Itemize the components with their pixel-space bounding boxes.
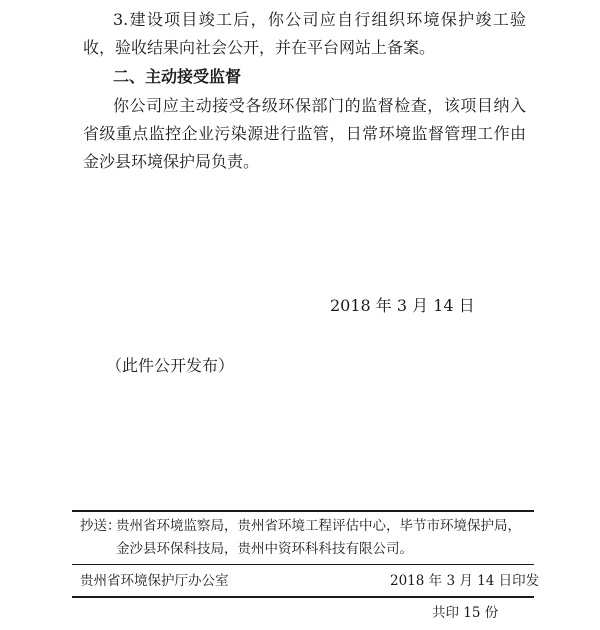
issuing-office: 贵州省环境保护厅办公室 [80, 573, 229, 589]
section2-line-1: 你公司应主动接受各级环保部门的监督检查，该项目纳入 [113, 96, 526, 115]
publication-note: （此件公开发布） [106, 356, 235, 375]
signature-date: 2018 年 3 月 14 日 [330, 296, 475, 315]
item3-line-1: 3.建设项目竣工后，你公司应自行组织环境保护竣工验 [113, 10, 526, 29]
cc-recipients-line-1: 贵州省环境监察局，贵州省环境工程评估中心，毕节市环境保护局， [116, 518, 521, 534]
section-heading: 二、主动接受监督 [113, 67, 242, 86]
footer-top-rule [72, 510, 534, 512]
footer-bottom-rule [72, 596, 534, 598]
issue-date: 2018 年 3 月 14 日印发 [390, 573, 540, 589]
copies-count: 共印 15 份 [432, 605, 499, 621]
footer-middle-rule [72, 564, 534, 565]
cc-label: 抄送： [80, 518, 121, 534]
cc-recipients-line-2: 金沙县环保科技局，贵州中资环科科技有限公司。 [116, 541, 413, 557]
item3-line-2: 收，验收结果向社会公开，并在平台网站上备案。 [83, 38, 436, 57]
section2-line-3: 金沙县环境保护局负责。 [83, 152, 260, 171]
section2-line-2: 省级重点监控企业污染源进行监管，日常环境监督管理工作由 [83, 124, 526, 143]
